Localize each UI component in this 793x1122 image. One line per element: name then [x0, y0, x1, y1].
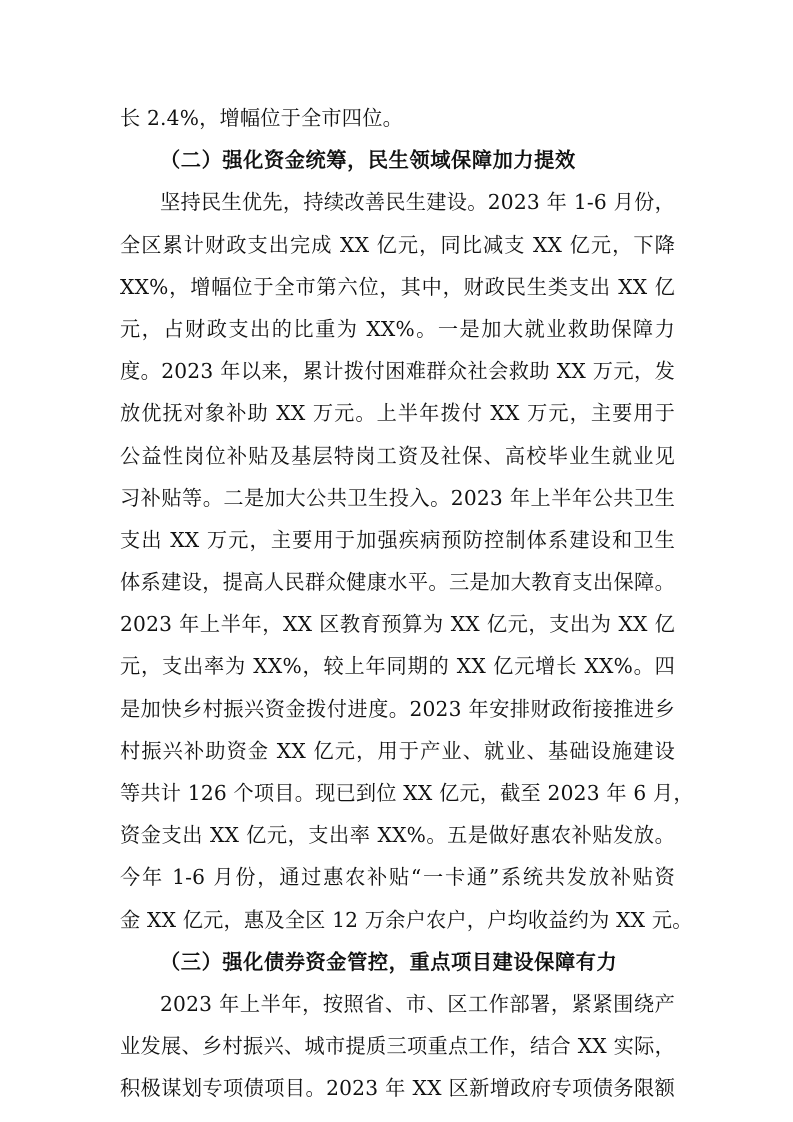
- paragraph-line: 元，支出率为 XX%，较上年同期的 XX 亿元增长 XX%。四: [120, 654, 675, 679]
- document-body: [120, 97, 694, 1110]
- paragraph-line: 2023 年上半年，按照省、市、区工作部署，紧紧围绕产: [160, 991, 675, 1016]
- paragraph-line: 度。2023 年以来，累计拨付困难群众社会救助 XX 万元，发: [120, 359, 675, 384]
- paragraph-line: 金 XX 亿元，惠及全区 12 万余户农户，户均收益约为 XX 元。: [120, 907, 693, 932]
- paragraph-line: 今年 1-6 月份，通过惠农补贴“一卡通”系统共发放补贴资: [120, 865, 675, 890]
- paragraph-line: XX%，增幅位于全市第六位，其中，财政民生类支出 XX 亿: [120, 274, 675, 299]
- paragraph-line: 体系建设，提高人民群众健康水平。三是加大教育支出保障。: [120, 570, 675, 595]
- paragraph-line: 是加快乡村振兴资金拨付进度。2023 年安排财政衔接推进乡: [120, 696, 675, 721]
- paragraph-line: 全区累计财政支出完成 XX 亿元，同比减支 XX 亿元，下降: [120, 232, 675, 257]
- paragraph-line: 等共计 126 个项目。现已到位 XX 亿元，截至 2023 年 6 月，: [120, 781, 694, 805]
- paragraph-line: 坚持民生优先，持续改善民生建设。2023 年 1-6 月份，: [160, 190, 675, 215]
- section-heading-3: （三）强化债券资金管控，重点项目建设保障有力: [160, 949, 618, 974]
- paragraph-line: 村振兴补助资金 XX 亿元，用于产业、就业、基础设施建设: [120, 738, 675, 763]
- paragraph-line: 元，占财政支出的比重为 XX%。一是加大就业救助保障力: [120, 316, 675, 341]
- paragraph-line: 长 2.4%，增幅位于全市四位。: [120, 106, 403, 130]
- paragraph-line: 支出 XX 万元，主要用于加强疾病预防控制体系建设和卫生: [120, 527, 675, 552]
- paragraph-line: 积极谋划专项债项目。2023 年 XX 区新增政府专项债务限额: [120, 1076, 675, 1101]
- paragraph-line: 资金支出 XX 亿元，支出率 XX%。五是做好惠农补贴发放。: [120, 823, 675, 848]
- paragraph-line: 放优抚对象补助 XX 万元。上半年拨付 XX 万元，主要用于: [120, 401, 675, 426]
- paragraph-line: 业发展、乡村振兴、城市提质三项重点工作，结合 XX 实际，: [120, 1034, 675, 1059]
- section-heading-2: （二）强化资金统筹，民生领域保障加力提效: [160, 148, 576, 173]
- paragraph-line: 公益性岗位补贴及基层特岗工资及社保、高校毕业生就业见: [120, 443, 675, 468]
- paragraph-line: 习补贴等。二是加大公共卫生投入。2023 年上半年公共卫生: [120, 485, 675, 510]
- paragraph-line: 2023 年上半年，XX 区教育预算为 XX 亿元，支出为 XX 亿: [120, 612, 675, 637]
